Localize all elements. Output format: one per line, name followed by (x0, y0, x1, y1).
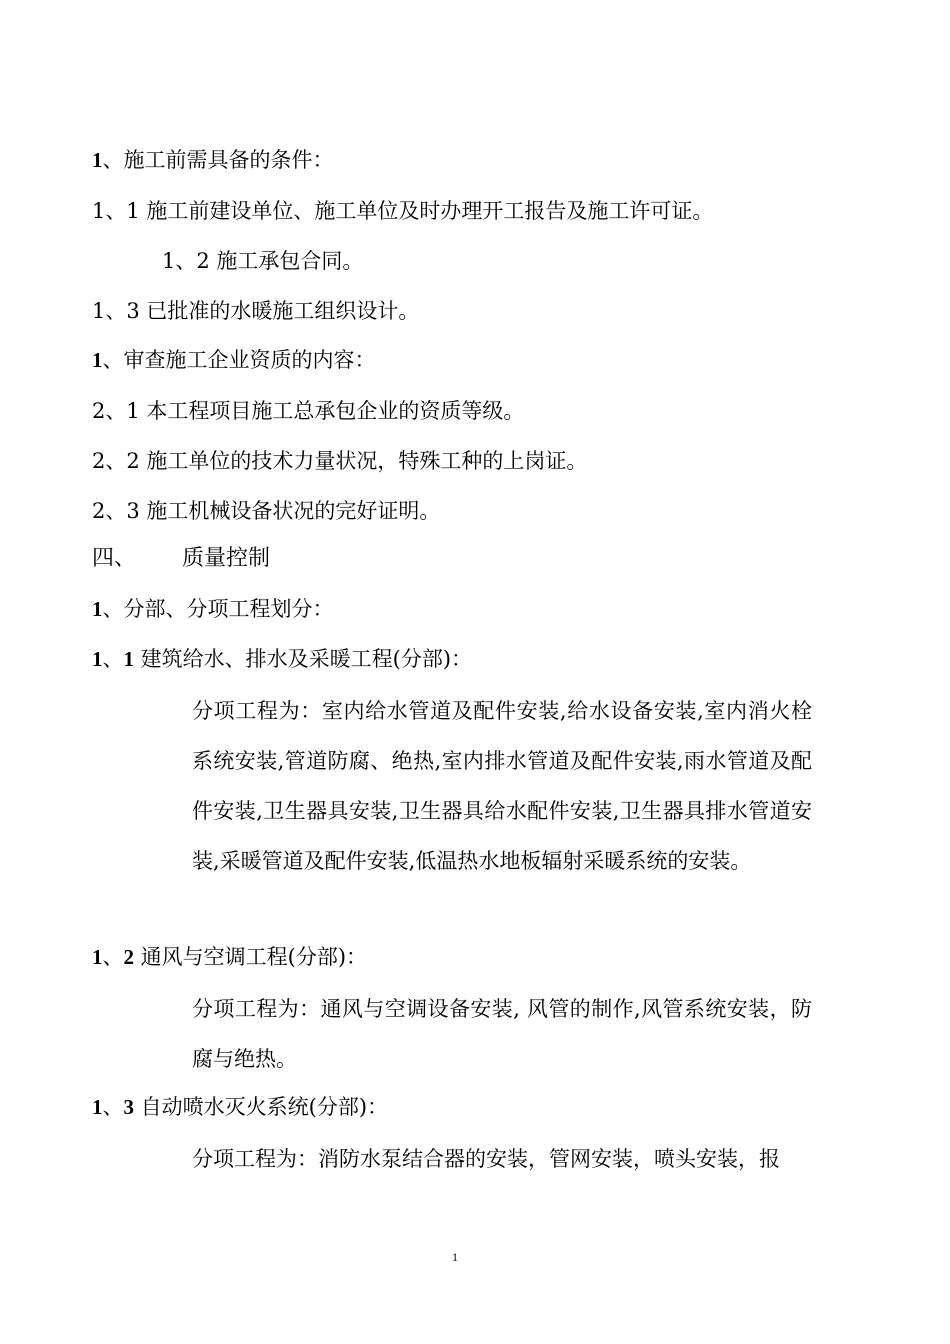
heading-ventilation: 1、2 通风与空调工程(分部)： (92, 945, 368, 969)
heading-sprinkler: 1、3 自动喷水灭火系统(分部)： (92, 1095, 389, 1119)
item-1-1: 1、1 施工前建设单位、施工单位及时办理开工报告及施工许可证。 (92, 199, 714, 223)
heading-qualification: 1、审查施工企业资质的内容： (92, 348, 376, 372)
heading-division: 1、分部、分项工程划分： (92, 597, 334, 621)
heading-conditions: 1、施工前需具备的条件： (92, 148, 334, 172)
paragraph-sprinkler-items: 分项工程为：消防水泵结合器的安装，管网安装，喷头安装，报 (192, 1147, 780, 1171)
section-heading-quality-control: 四、 质量控制 (92, 546, 271, 571)
item-2-2: 2、2 施工单位的技术力量状况，特殊工种的上岗证。 (92, 449, 588, 473)
item-2-3: 2、3 施工机械设备状况的完好证明。 (92, 499, 441, 523)
item-1-2: 1、2 施工承包合同。 (162, 249, 364, 273)
paragraph-water-supply-items: 分项工程为：室内给水管道及配件安装,给水设备安装,室内消火栓系统安装,管道防腐、绝热,室内排水管道及配件安装,雨水管道及配件安装,卫生器具安装,卫生器具给水配件安装,卫生器具排水管道安装,采暖管道及配件安装,低温热水地板辐射采暖系统的安装。 (192, 699, 812, 873)
item-1-3: 1、3 已批准的水暖施工组织设计。 (92, 299, 420, 323)
page-number: 1 (452, 1250, 458, 1264)
heading-water-supply: 1、1 建筑给水、排水及采暖工程(分部)： (92, 647, 473, 671)
paragraph-ventilation-items: 分项工程为：通风与空调设备安装, 风管的制作,风管系统安装，防腐与绝热。 (192, 997, 812, 1071)
item-2-1: 2、1 本工程项目施工总承包企业的资质等级。 (92, 399, 525, 423)
